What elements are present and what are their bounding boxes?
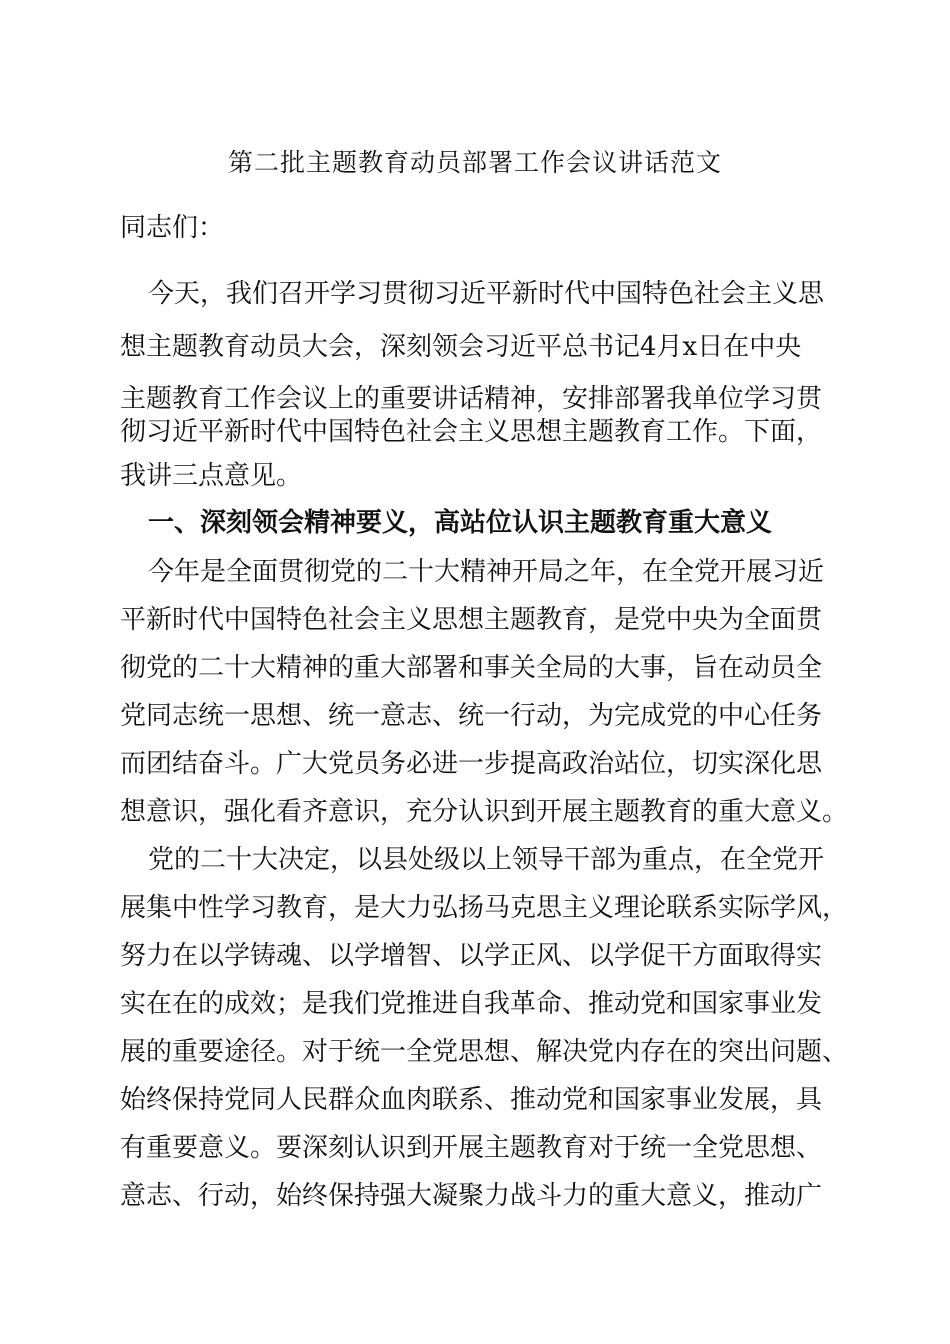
paragraph-2-line-6: 想意识，强化看齐意识，充分认识到开展主题教育的重大意义。 [120, 797, 849, 827]
paragraph-3-line-3: 努力在以学铸魂、以学增智、以学正风、以学促干方面取得实 [120, 941, 823, 971]
paragraph-3-line-6: 始终保持党同人民群众血肉联系、推动党和国家事业发展，具 [120, 1085, 823, 1115]
salutation: 同志们： [120, 213, 225, 243]
paragraph-2-line-4: 党同志统一思想、统一意志、统一行动，为完成党的中心任务 [120, 701, 823, 731]
section-heading-1: 一、深刻领会精神要义，高站位认识主题教育重大意义 [148, 508, 773, 538]
paragraph-3-line-5: 展的重要途径。对于统一全党思想、解决党内存在的突出问题、 [120, 1037, 849, 1067]
paragraph-3-line-4: 实在在的成效；是我们党推进自我革命、推动党和国家事业发 [120, 989, 823, 1019]
paragraph-3-line-8: 意志、行动，始终保持强大凝聚力战斗力的重大意义，推动广 [120, 1181, 823, 1211]
paragraph-3-line-1: 党的二十大决定，以县处级以上领导干部为重点，在全党开 [148, 845, 825, 875]
paragraph-1-line-5: 我讲三点意见。 [120, 461, 303, 491]
paragraph-2-line-1: 今年是全面贯彻党的二十大精神开局之年，在全党开展习近 [148, 557, 825, 587]
paragraph-2-line-5: 而团结奋斗。广大党员务必进一步提高政治站位，切实深化思 [120, 749, 823, 779]
paragraph-2-line-2: 平新时代中国特色社会主义思想主题教育，是党中央为全面贯 [120, 605, 823, 635]
paragraph-1-line-1: 今天，我们召开学习贯彻习近平新时代中国特色社会主义思 [148, 279, 825, 309]
paragraph-3-line-2: 展集中性学习教育，是大力弘扬马克思主义理论联系实际学风， [120, 893, 849, 923]
paragraph-1-line-3: 主题教育工作会议上的重要讲话精神，安排部署我单位学习贯 [120, 384, 823, 414]
paragraph-3-line-7: 有重要意义。要深刻认识到开展主题教育对于统一全党思想、 [120, 1133, 823, 1163]
paragraph-1-line-4: 彻习近平新时代中国特色社会主义思想主题教育工作。下面， [120, 417, 823, 447]
paragraph-2-line-3: 彻党的二十大精神的重大部署和事关全局的大事，旨在动员全 [120, 653, 823, 683]
paragraph-1-line-2: 想主题教育动员大会，深刻领会习近平总书记4月x日在中央 [120, 332, 802, 362]
document-title: 第二批主题教育动员部署工作会议讲话范文 [227, 148, 722, 177]
